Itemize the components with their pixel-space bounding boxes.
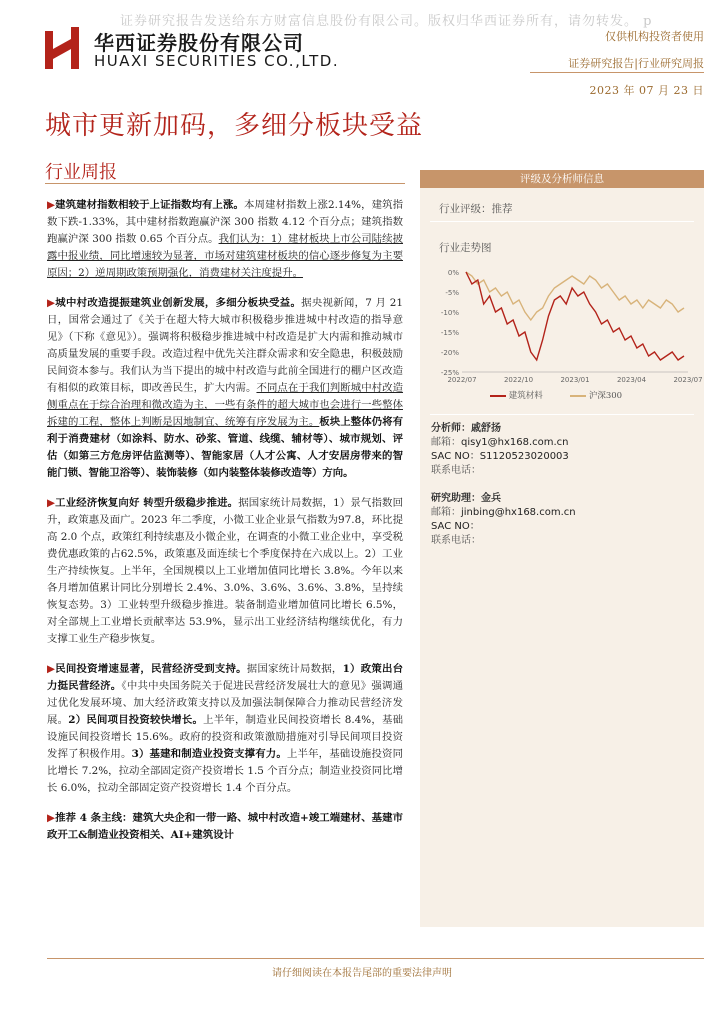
assistant-email-row: 邮箱：jinbing@hx168.com.cn xyxy=(431,507,576,518)
trend-label: 行业走势图 xyxy=(439,242,492,254)
sidebar-divider xyxy=(430,221,694,222)
trend-chart xyxy=(434,262,703,402)
paragraph-index-performance xyxy=(47,197,403,282)
report-subtitle: 行业周报 xyxy=(45,162,117,183)
paragraph-bold: 1）政策出台力挺民营经济。 xyxy=(47,663,404,692)
subtitle-divider xyxy=(45,183,405,184)
chart-legend xyxy=(490,389,622,401)
paragraph-text: 上半年，制造业民间投资增长 8.4%，基础设施民间投资增长 15.6%。政府的投资和政策激励措施对引导民间项目投资发挥了积极作用。 xyxy=(47,714,404,760)
assistant-email[interactable]: jinbing@hx168.com.cn xyxy=(461,507,576,518)
watermark: 证券研究报告发送给东方财富信息股份有限公司。版权归华西证券所有，请勿转发。 p xyxy=(120,14,653,29)
paragraph-text: 本周建材指数上涨2.14%，建筑指数下跌-1.33%，其中建材指数跑赢沪深 300 指数 4.12 个百分点；建筑指数跑赢沪深 300 指数 0.65 个百分点。 xyxy=(47,199,404,245)
x-tick-label: 2022/10 xyxy=(503,376,534,384)
series-line-沪深300 xyxy=(466,272,684,320)
legend-swatch-icon xyxy=(490,395,506,397)
paragraph-private-investment xyxy=(47,661,403,797)
analyst-name: 分析师：戚舒扬 xyxy=(431,423,501,434)
y-tick-label: -10% xyxy=(440,309,459,317)
y-tick-label: 0% xyxy=(447,269,459,277)
paragraph-underline: 不同点在于我们判断城中村改造侧重点在于综合治理和微改造为主，一些有条件的超大城市也会进行一些整体拆建的工程，整体上判断是因地制宜、统筹有序发展为主。 xyxy=(47,382,404,428)
x-tick-label: 2023/01 xyxy=(560,376,590,384)
paragraph-lead: 建筑建材指数相较于上证指数均有上涨。 xyxy=(55,199,245,211)
y-tick-label: -15% xyxy=(440,329,459,337)
legal-footer: 请仔细阅读在本报告尾部的重要法律声明 xyxy=(272,968,452,979)
assistant-name: 研究助理：金兵 xyxy=(431,493,501,504)
paragraph-recommendation xyxy=(47,810,403,844)
company-logo-icon xyxy=(45,27,79,69)
company-name-cn: 华西证券股份有限公司 xyxy=(94,31,304,55)
sidebar-divider xyxy=(430,414,694,415)
analyst-block xyxy=(431,422,569,478)
header-divider xyxy=(530,72,704,73)
y-tick-label: -20% xyxy=(440,349,459,357)
industry-rating: 行业评级：推荐 xyxy=(439,203,513,215)
bullet-marker: ▶ xyxy=(47,297,56,309)
analyst-email[interactable]: qisy1@hx168.com.cn xyxy=(461,437,569,448)
paragraph-text: 据国家统计局数据， xyxy=(246,663,343,675)
company-name-en: HUAXI SECURITIES CO.,LTD. xyxy=(94,52,340,70)
paragraph-bold: 3）基建和制造业投资支撑有力。 xyxy=(131,748,287,760)
report-title: 城市更新加码，多细分板块受益 xyxy=(45,111,424,141)
report-date: 2023 年 07 月 23 日 xyxy=(589,84,704,97)
paragraph-lead: 工业经济恢复向好 转型升级稳步推进。 xyxy=(55,497,239,509)
paragraph-lead: 民间投资增速显著，民营经济受到支持。 xyxy=(55,663,247,675)
paragraph-lead: 推荐 4 条主线：建筑大央企和一带一路、城中村改造+竣工端建材、基建市政开工&制造业投资相关、AI+建筑设计 xyxy=(47,812,403,841)
paragraph-bold-tail: 板块上整体仍将有利于消费建材（如涂料、防水、砂浆、管道、线缆、辅材等）、城市规划、评估（如第三方危房评估监测等）、智能家居（人才公寓、人才安居房带来的智能门锁、智能卫浴等）、装饰装修（如内装整体装修改造等）方向。 xyxy=(47,416,403,479)
legend-label: 建筑材料 xyxy=(508,391,543,401)
paragraph-bold: 2）民间项目投资较快增长。 xyxy=(68,714,204,726)
paragraph-text: 据央视新闻，7 月 21 日，国常会通过了《关于在超大特大城市积极稳步推进城中村改造的指导意见》（下称《意见》）。强调将积极稳步推进城中村改造是扩大内需和推动城市高质量发展的重要手段。改造过程中优先关注群众需求和安全隐患，积极鼓励民间资本参与。我们认为当下提出的城中村改造与此前全国进行的棚户区改造有相似的政策目标，即改善民生，扩大内需。 xyxy=(47,297,403,394)
x-tick-label: 2023/07 xyxy=(673,376,703,384)
bullet-marker: ▶ xyxy=(47,199,56,211)
paragraph-industrial xyxy=(47,495,403,648)
paragraph-text: 《中共中央国务院关于促进民营经济发展壮大的意见》强调通过优化发展环境、加大经济政策支持以及加强法制保障合力推动民营经济发展。 xyxy=(47,680,403,726)
analyst-email-row: 邮箱：qisy1@hx168.com.cn xyxy=(431,437,569,448)
assistant-phone-row: 联系电话： xyxy=(431,535,481,546)
bullet-marker: ▶ xyxy=(47,663,56,675)
bullet-marker: ▶ xyxy=(47,497,56,509)
legend-label: 沪深300 xyxy=(588,391,623,401)
audience-note: 仅供机构投资者使用 xyxy=(605,30,704,43)
paragraph-lead: 城中村改造提振建筑业创新发展，多细分板块受益。 xyxy=(55,297,302,309)
report-body xyxy=(47,197,403,857)
x-tick-label: 2023/04 xyxy=(616,376,647,384)
sidebar-panel xyxy=(420,170,704,927)
assistant-block xyxy=(431,492,576,548)
bullet-marker: ▶ xyxy=(47,812,56,824)
paragraph-urban-village xyxy=(47,295,403,482)
paragraph-text: 据国家统计局数据，1）景气指数回升，政策惠及面广。2023 年二季度，小微工业企业景气指数为97.8，环比提高 2.0 个点，政策红利持续惠及小微企业，在调查的小微工业企业中，享受税费优惠政策的占62.5%，政策惠及面连续七个季度保持在六成以上。2）工业生产持续恢复。上半年，全国规模以上工业增加值同比增长 3.8%。今年以来各月增加值累计同比分别增长 2.4%、3.0%、3.6%、3.6%、3.8%，呈持续恢复态势。3）工业转型升级稳步推进。装备制造业增加值同比增长 6.5%，对全部规上工业增长贡献率达 53.9%，显示出工业经济结构继续优化，有力支撑工业生产稳步恢复。 xyxy=(47,497,403,645)
sidebar-header: 评级及分析师信息 xyxy=(420,170,704,188)
footer-divider xyxy=(47,958,704,959)
analyst-phone-row: 联系电话： xyxy=(431,465,481,476)
assistant-sac-row: SAC NO： xyxy=(431,521,480,532)
series-line-建筑材料 xyxy=(466,272,684,360)
analyst-sac-row: SAC NO：S1120523020003 xyxy=(431,451,569,462)
paragraph-text: 上半年，基础设施投资同比增长 7.2%，拉动全部固定资产投资增长 1.5 个百分点；制造业投资同比增长 6.0%，拉动全部固定资产投资增长 1.4 个百分点。 xyxy=(47,748,404,794)
report-category: 证券研究报告|行业研究周报 xyxy=(568,57,704,70)
legend-swatch-icon xyxy=(570,395,586,397)
x-tick-label: 2022/07 xyxy=(447,376,477,384)
y-tick-label: -5% xyxy=(445,289,459,297)
analyst-sac: S1120523020003 xyxy=(479,451,569,462)
y-tick-label: -25% xyxy=(440,369,459,377)
paragraph-underline: 我们认为：1）建材板块上市公司陆续披露中报业绩，同比增速较为显著，市场对建筑建材板块的信心逐步修复为主要原因；2）逆周期政策预期强化，消费建材关注度提升。 xyxy=(47,233,404,279)
